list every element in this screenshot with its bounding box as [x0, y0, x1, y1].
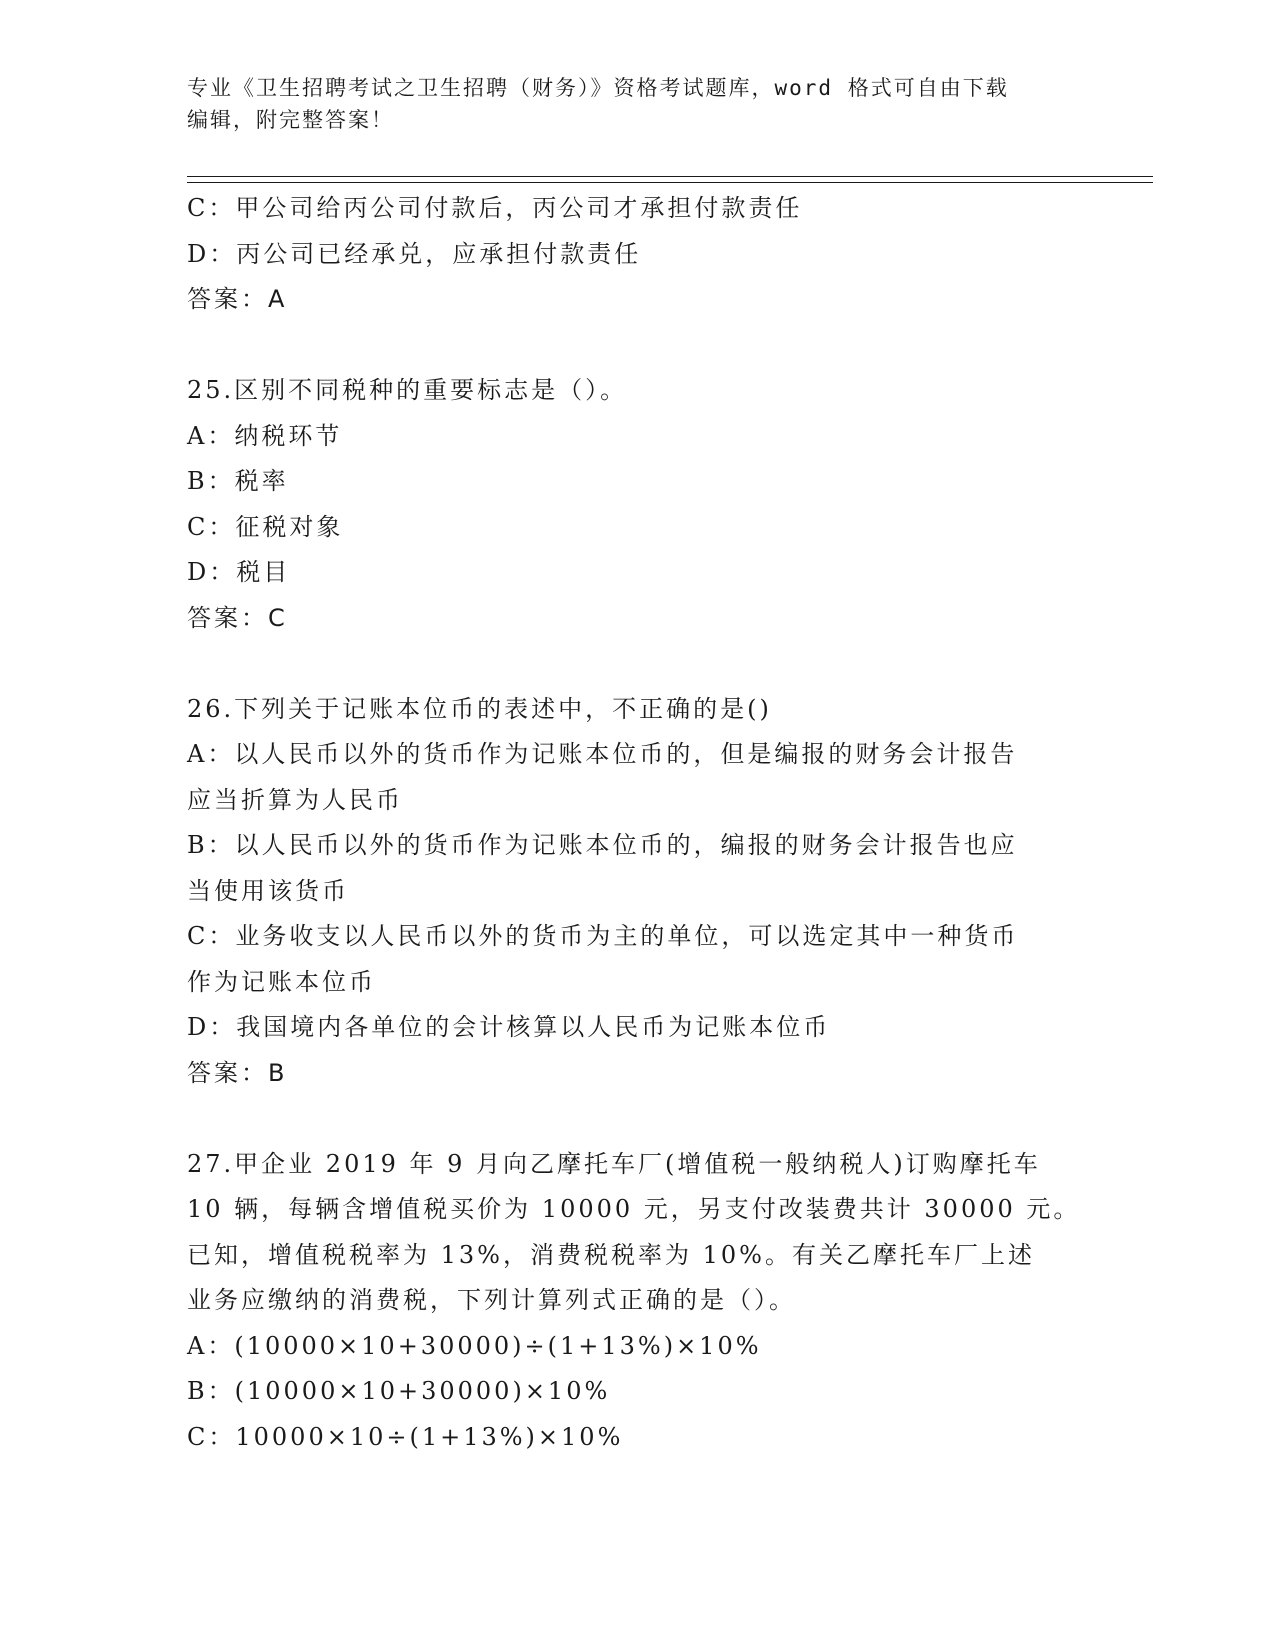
option-a-line-1: A：以人民币以外的货币作为记账本位币的，但是编报的财务会计报告 [187, 740, 1018, 768]
option-b-line-1: B：以人民币以外的货币作为记账本位币的，编报的财务会计报告也应 [187, 831, 1018, 859]
option-b-line-2: 当使用该货币 [187, 876, 349, 905]
option-a: A：(10000×10+30000)÷(1+13%)×10% [187, 1331, 762, 1360]
header-line-2: 编辑，附完整答案！ [187, 108, 394, 132]
option-c: C：征税对象 [187, 512, 344, 541]
question-stem: 25.区别不同税种的重要标志是（）。 [187, 376, 628, 404]
header-divider-bottom [187, 182, 1153, 183]
previous-question-tail [187, 186, 1067, 323]
document-header [187, 72, 1067, 136]
option-c-line-1: C：业务收支以人民币以外的货币为主的单位，可以选定其中一种货币 [187, 922, 1019, 950]
question-stem-line-2: 10 辆，每辆含增值税买价为 10000 元，另支付改装费共计 30000 元。 [187, 1195, 1081, 1223]
option-c: C：甲公司给丙公司付款后，丙公司才承担付款责任 [187, 194, 803, 222]
answer-line: 答案：C [187, 603, 288, 632]
option-d: D：我国境内各单位的会计核算以人民币为记账本位币 [187, 1013, 831, 1041]
option-d: D：丙公司已经承兑，应承担付款责任 [187, 239, 642, 268]
header-divider-top [187, 176, 1153, 177]
spacer [187, 1096, 1067, 1142]
question-stem: 26.下列关于记账本位币的表述中，不正确的是() [187, 694, 772, 723]
question-stem-line-3: 已知，增值税税率为 13%，消费税税率为 10%。有关乙摩托车厂上述 [187, 1240, 1035, 1269]
question-27 [187, 1142, 1081, 1461]
question-stem-line-1: 27.甲企业 2019 年 9 月向乙摩托车厂(增值税一般纳税人)订购摩托车 [187, 1149, 1041, 1178]
spacer [187, 641, 1067, 687]
header-line-1: 专业《卫生招聘考试之卫生招聘（财务）》资格考试题库，word 格式可自由下载 [187, 76, 1009, 100]
question-stem-line-4: 业务应缴纳的消费税，下列计算列式正确的是（）。 [187, 1286, 796, 1314]
option-d: D：税目 [187, 558, 291, 586]
option-c: C：10000×10÷(1+13%)×10% [187, 1422, 624, 1451]
option-b: B：税率 [187, 467, 289, 495]
option-a-line-2: 应当折算为人民币 [187, 785, 403, 814]
answer-line: 答案：A [187, 285, 288, 313]
option-b: B：(10000×10+30000)×10% [187, 1377, 611, 1405]
question-25 [187, 368, 1067, 641]
spacer [187, 323, 1067, 369]
option-a: A：纳税环节 [187, 421, 343, 450]
answer-line: 答案：B [187, 1058, 288, 1087]
question-26 [187, 687, 1067, 1097]
question-content [187, 186, 1081, 1460]
option-c-line-2: 作为记账本位币 [187, 967, 376, 996]
